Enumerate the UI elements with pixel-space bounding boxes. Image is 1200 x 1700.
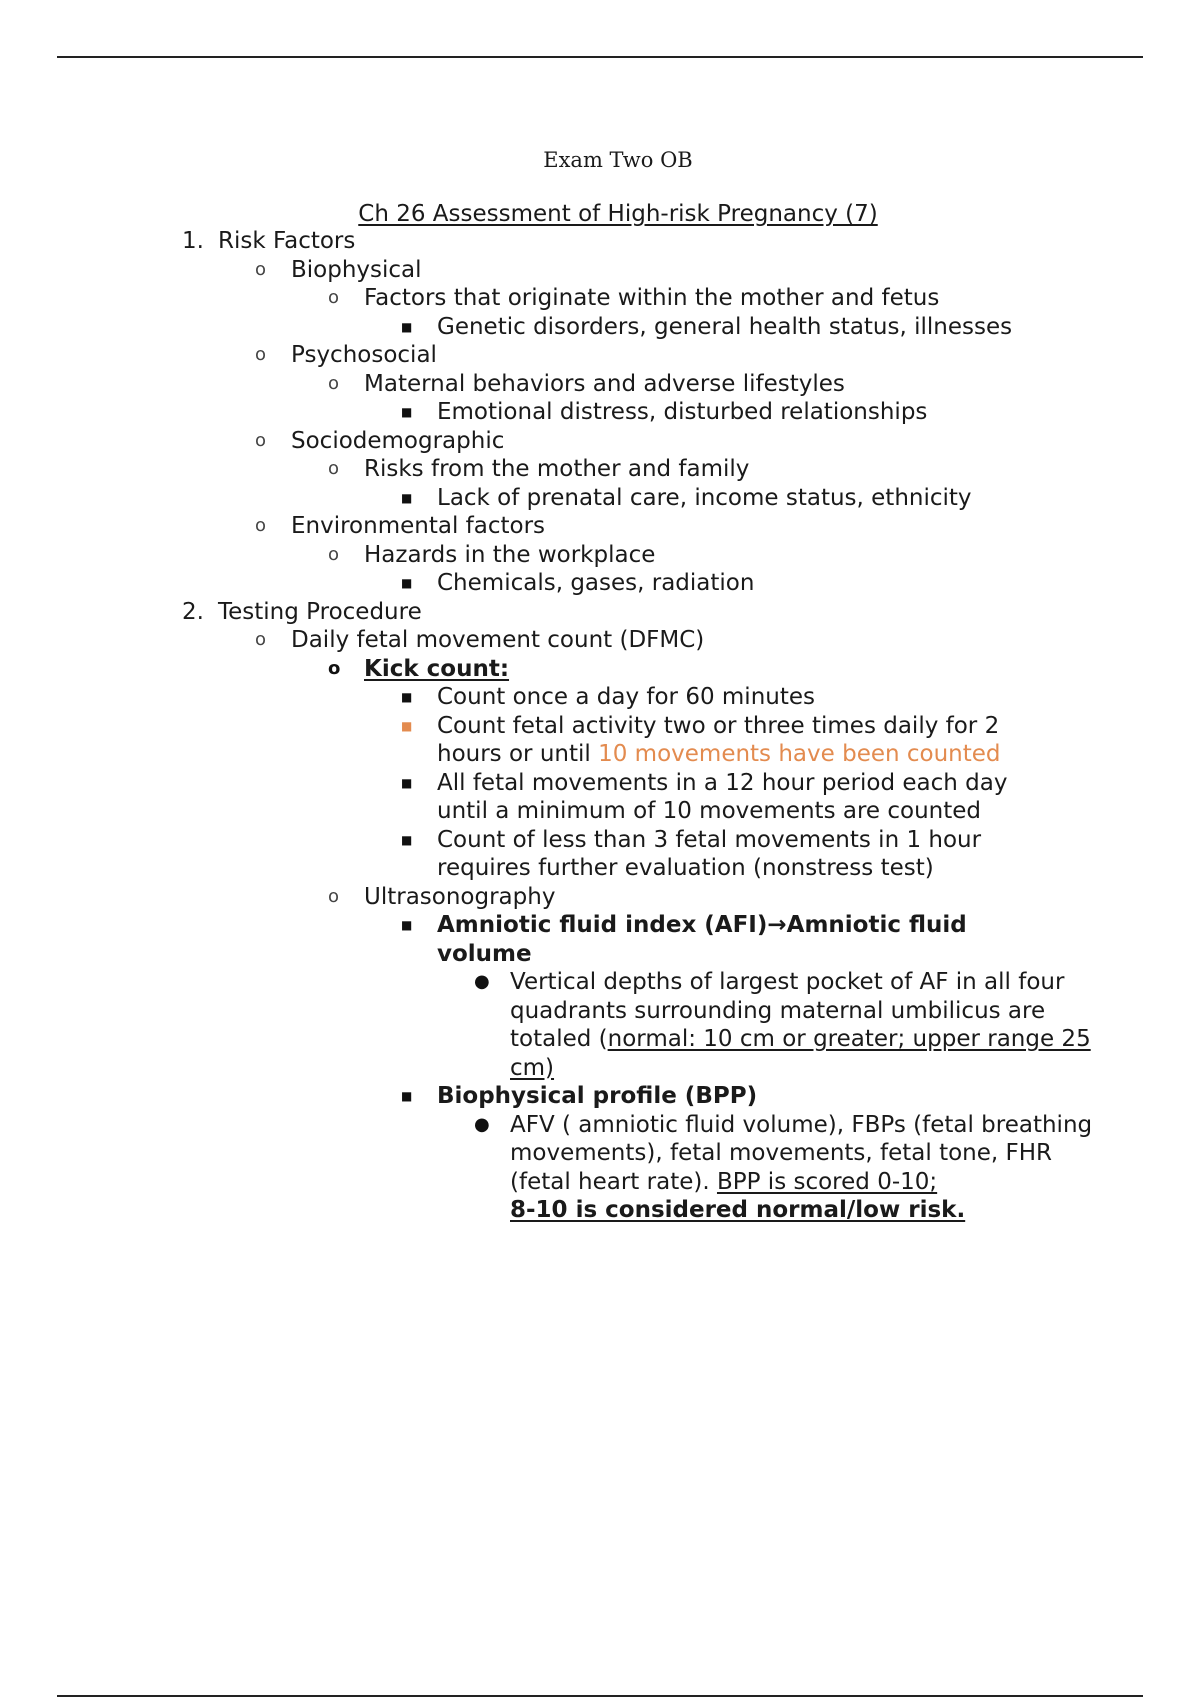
- item-text: Risks from the mother and family: [364, 456, 750, 482]
- outline-item-sociodemographic-detail: [0, 484, 1200, 513]
- square-bullet-icon: ■: [401, 718, 413, 733]
- outline-item-bpp: [0, 1082, 1200, 1111]
- outline-item-dfmc: [0, 626, 1200, 655]
- hollow-circle-bullet-icon: o: [255, 344, 267, 365]
- item-text: Biophysical profile (BPP): [437, 1083, 758, 1109]
- square-bullet-icon: ■: [401, 576, 413, 590]
- outline-item-environmental: [0, 512, 1200, 541]
- outline: [0, 227, 1200, 1225]
- list-number: 1.: [182, 228, 204, 254]
- item-text: Amniotic fluid index (AFI)→Amniotic fluid volume: [437, 912, 967, 967]
- outline-item-biophysical-sub: [0, 284, 1200, 313]
- item-text: Chemicals, gases, radiation: [437, 570, 755, 596]
- chapter-title: Ch 26 Assessment of High-risk Pregnancy (7): [358, 201, 878, 227]
- outline-item-kick-count-1: [0, 683, 1200, 712]
- outline-item-psychosocial-sub: [0, 370, 1200, 399]
- item-text: Sociodemographic: [291, 427, 505, 454]
- square-bullet-icon: ■: [401, 832, 413, 847]
- item-text: Maternal behaviors and adverse lifestyles: [364, 370, 845, 397]
- hollow-circle-bullet-icon: o: [328, 287, 340, 308]
- square-bullet-icon: ■: [401, 405, 413, 419]
- item-text: Ultrasonography: [364, 883, 556, 910]
- item-text-part: Vertical depths of largest pocket of AF in all four quadrants surrounding maternal umbilicus are totaled (: [510, 969, 1065, 1052]
- highlighted-text: 10 movements have been counted: [598, 741, 1001, 767]
- outline-item-biophysical: [0, 256, 1200, 285]
- item-text: [510, 968, 1110, 1082]
- item-text: [437, 712, 1057, 769]
- outline-item-kick-count: [0, 655, 1200, 684]
- outline-item-environmental-detail: [0, 569, 1200, 598]
- item-text: [510, 1111, 1110, 1225]
- outline-item-testing-procedure: [0, 598, 1200, 627]
- item-text: Environmental factors: [291, 513, 546, 539]
- square-bullet-icon: ■: [401, 775, 413, 790]
- hollow-circle-bullet-icon: o: [328, 885, 340, 907]
- item-text: Genetic disorders, general health status, illnesses: [437, 313, 1013, 340]
- outline-item-kick-count-3: [0, 769, 1200, 826]
- item-text: Factors that originate within the mother and fetus: [364, 285, 940, 311]
- item-text: Risk Factors: [218, 228, 356, 254]
- item-text: Count once a day for 60 minutes: [437, 684, 816, 710]
- item-text-part: AFV ( amniotic fluid volume), FBPs (fetal breathing movements), fetal movements, fetal tone, FHR (fetal heart rate).: [510, 1111, 1093, 1195]
- underlined-text: normal: 10 cm or greater; upper range 25 cm): [510, 1026, 1091, 1081]
- outline-item-kick-count-4: [0, 826, 1200, 883]
- hollow-circle-bullet-icon: o: [255, 515, 267, 536]
- hollow-circle-bullet-icon: o: [328, 657, 341, 679]
- outline-item-afi-detail: [0, 968, 1200, 1082]
- outline-item-psychosocial-detail: [0, 398, 1200, 427]
- footer-rule: [57, 1695, 1143, 1697]
- outline-item-kick-count-2: [0, 712, 1200, 769]
- square-bullet-icon: ■: [401, 319, 413, 334]
- item-text: All fetal movements in a 12 hour period each day until a minimum of 10 movements are counted: [437, 769, 1008, 824]
- item-text: Emotional distress, disturbed relationships: [437, 399, 928, 425]
- header-rule: [57, 56, 1143, 58]
- hollow-circle-bullet-icon: o: [255, 258, 267, 280]
- item-text: Count of less than 3 fetal movements in 1 hour requires further evaluation (nonstress test): [437, 826, 982, 881]
- outline-item-sociodemographic-sub: [0, 455, 1200, 484]
- underlined-text: BPP is scored 0-10;: [716, 1168, 938, 1195]
- hollow-circle-bullet-icon: o: [328, 372, 340, 394]
- hollow-circle-bullet-icon: o: [328, 543, 340, 565]
- list-number: 2.: [182, 598, 204, 625]
- outline-item-environmental-sub: [0, 541, 1200, 570]
- item-text: Daily fetal movement count (DFMC): [291, 627, 705, 653]
- square-bullet-icon: ■: [401, 918, 413, 932]
- item-text: Psychosocial: [291, 342, 437, 368]
- item-text: Hazards in the workplace: [364, 541, 656, 568]
- outline-item-bpp-detail: [0, 1111, 1200, 1225]
- filled-dot-bullet-icon: ●: [474, 971, 490, 992]
- outline-item-biophysical-detail: [0, 313, 1200, 342]
- filled-dot-bullet-icon: ●: [474, 1113, 490, 1135]
- item-text: Testing Procedure: [218, 598, 422, 625]
- item-text: Lack of prenatal care, income status, ethnicity: [437, 484, 972, 511]
- hollow-circle-bullet-icon: o: [328, 458, 340, 479]
- outline-item-psychosocial: [0, 341, 1200, 370]
- item-text: Kick count:: [364, 655, 510, 682]
- underlined-bold-text: 8-10 is considered normal/low risk.: [510, 1197, 966, 1223]
- square-bullet-icon: ■: [401, 490, 413, 505]
- square-bullet-icon: ■: [401, 690, 413, 704]
- item-text: Biophysical: [291, 256, 422, 283]
- outline-item-risk-factors: [0, 227, 1200, 256]
- item-text-part: Count fetal activity two or three times daily for 2 hours or until: [437, 712, 1000, 767]
- document-title: Exam Two OB: [543, 148, 693, 172]
- outline-item-sociodemographic: [0, 427, 1200, 456]
- outline-item-ultrasonography: [0, 883, 1200, 912]
- outline-item-afi: [0, 911, 1200, 968]
- square-bullet-icon: ■: [401, 1089, 413, 1103]
- hollow-circle-bullet-icon: o: [255, 429, 267, 451]
- hollow-circle-bullet-icon: o: [255, 629, 267, 650]
